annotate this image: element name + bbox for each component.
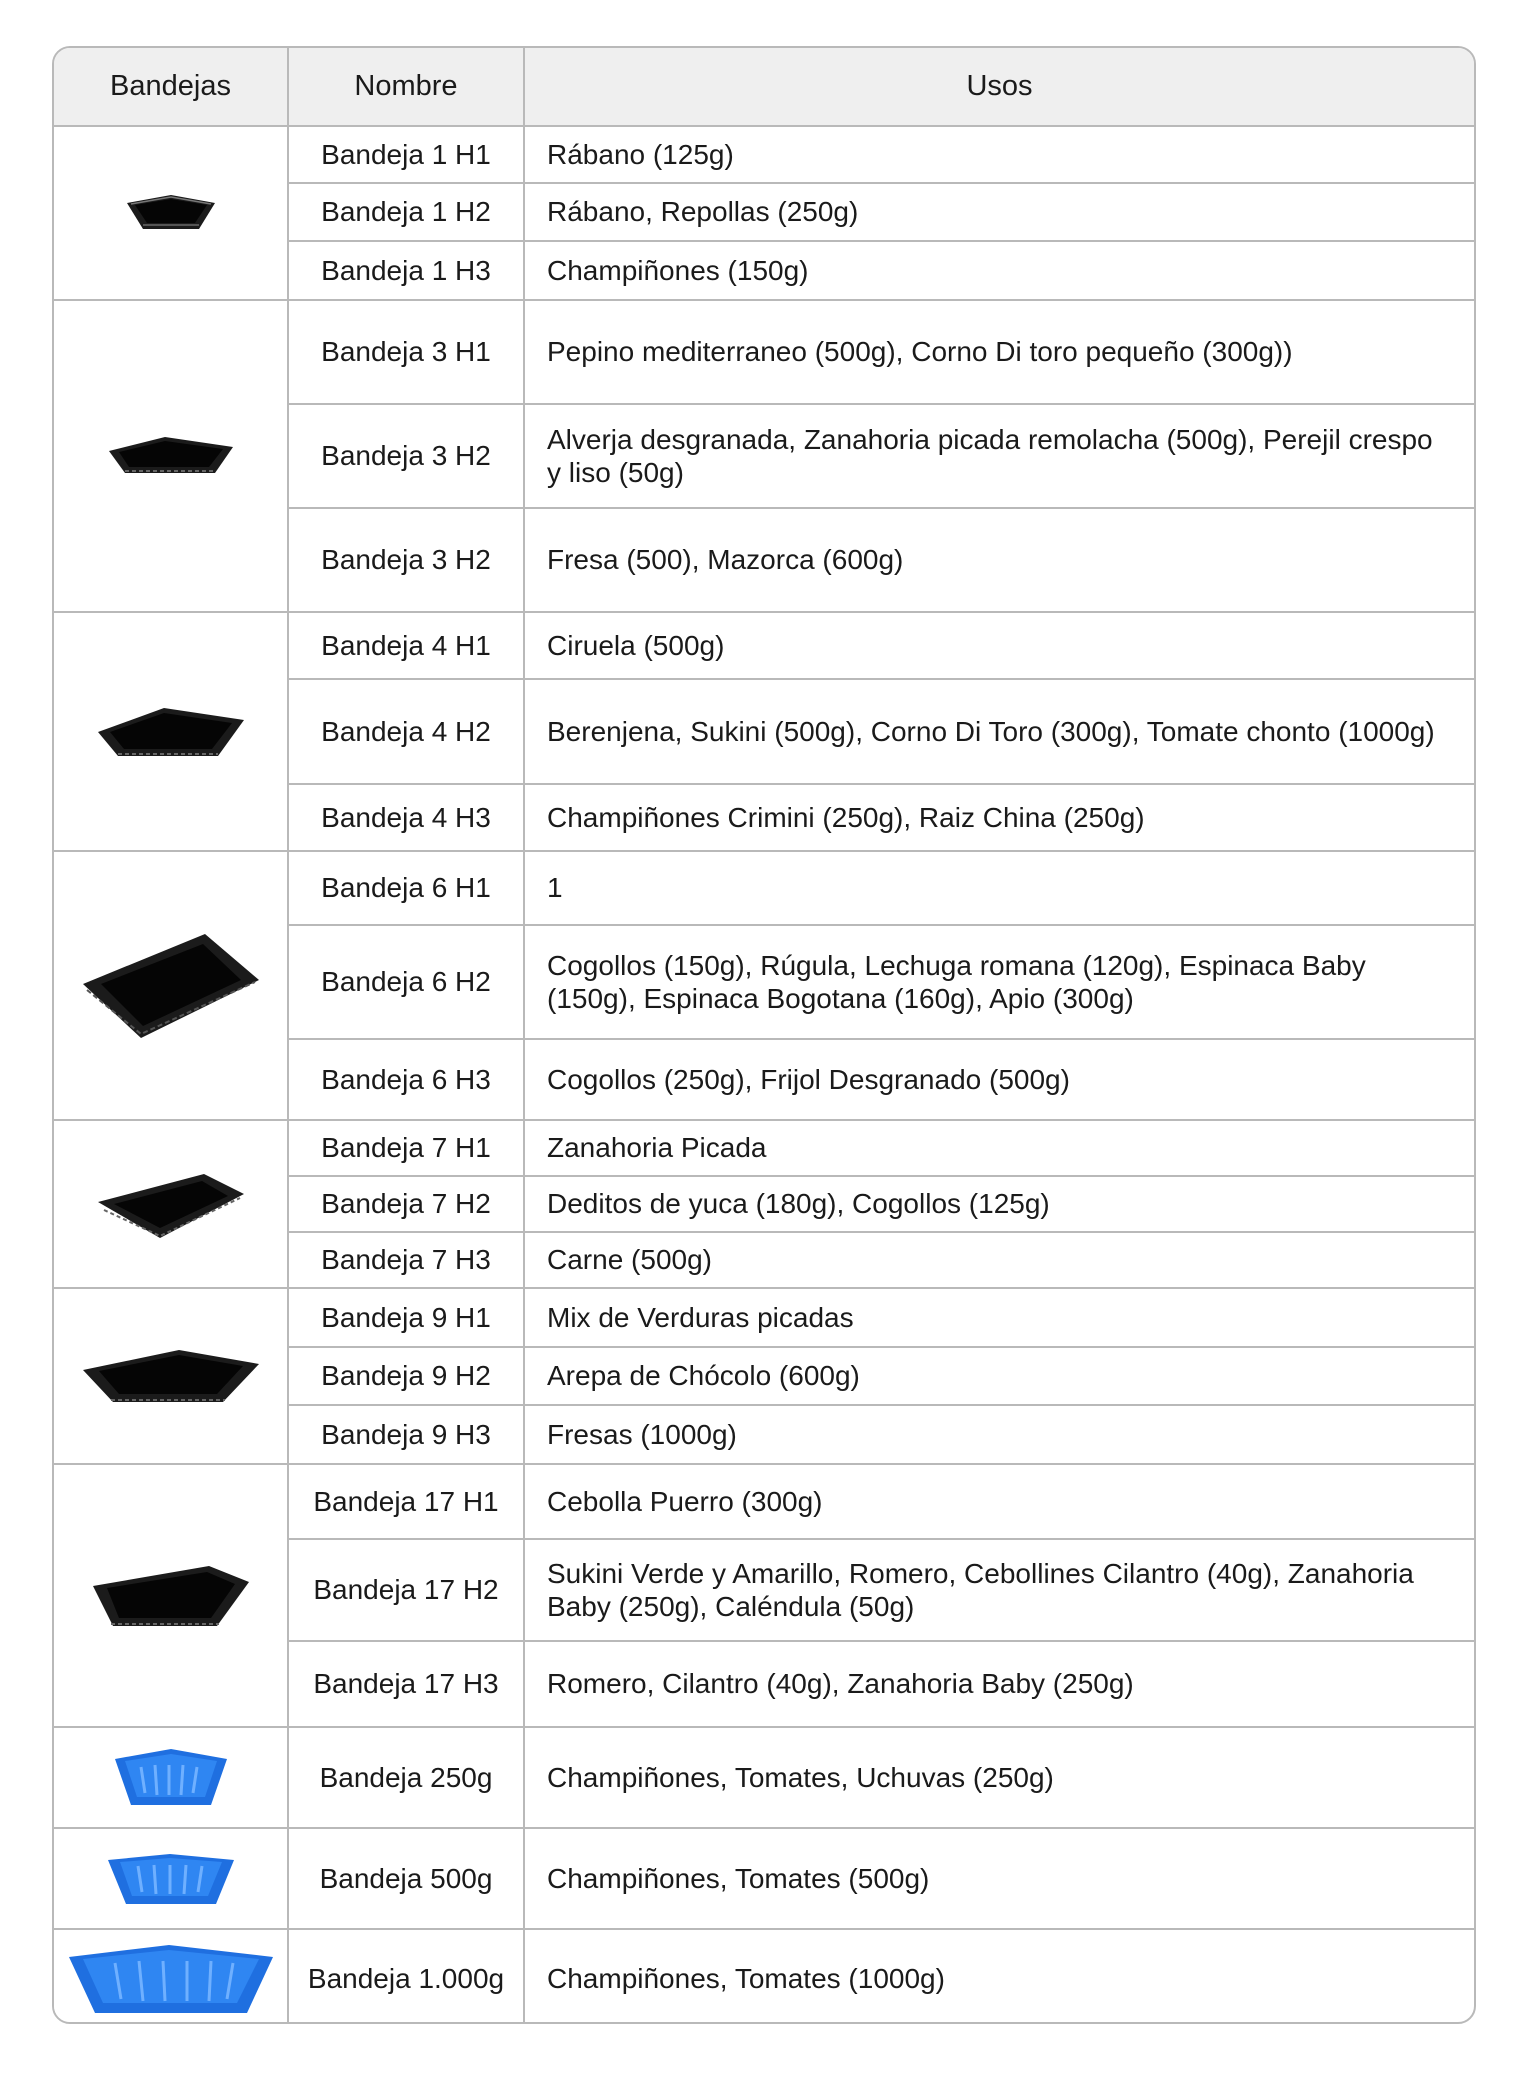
row-use: Arepa de Chócolo (600g)	[524, 1347, 1474, 1405]
tray-1000g-image-cell	[54, 1929, 288, 2024]
row-name: Bandeja 3 H2	[288, 404, 524, 508]
table-row	[54, 126, 1474, 183]
row-use: Champiñones, Tomates (1000g)	[547, 1963, 945, 1995]
row-name: Bandeja 9 H1	[288, 1288, 524, 1347]
table-row	[54, 1120, 1474, 1176]
header-usos: Usos	[524, 48, 1474, 126]
row-use: Rábano, Repollas (250g)	[524, 183, 1474, 241]
table-row	[54, 1288, 1474, 1347]
row-name: Bandeja 6 H3	[288, 1039, 524, 1120]
row-name: Bandeja 4 H3	[288, 784, 524, 851]
row-name: Bandeja 3 H1	[288, 300, 524, 404]
row-name: Bandeja 1.000g	[288, 1929, 524, 2024]
row-use: Romero, Cilantro (40g), Zanahoria Baby (250g)	[524, 1641, 1474, 1727]
tray-17-image-cell	[54, 1464, 288, 1727]
table-row	[54, 1727, 1474, 1828]
row-use: Cogollos (150g), Rúgula, Lechuga romana (120g), Espinaca Baby (150g), Espinaca Bogotana (160g), Apio (300g)	[524, 925, 1474, 1039]
tray-250g-image-cell	[54, 1727, 288, 1828]
table-header-row	[54, 48, 1474, 126]
row-name: Bandeja 4 H1	[288, 612, 524, 679]
table-row	[54, 851, 1474, 925]
row-name: Bandeja 17 H1	[288, 1464, 524, 1539]
tray-1-image	[121, 191, 221, 235]
row-use: Ciruela (500g)	[524, 612, 1474, 679]
tray-4-image-cell	[54, 612, 288, 851]
tray-table	[54, 48, 1474, 2024]
row-name: Bandeja 9 H3	[288, 1405, 524, 1464]
tray-4-image	[94, 702, 248, 762]
row-name: Bandeja 7 H1	[288, 1120, 524, 1176]
tray-250g-image	[111, 1745, 231, 1811]
row-use: Carne (500g)	[524, 1232, 1474, 1288]
row-use: Pepino mediterraneo (500g), Corno Di toro pequeño (300g))	[524, 300, 1474, 404]
row-name: Bandeja 6 H1	[288, 851, 524, 925]
table-row	[54, 612, 1474, 679]
row-name: Bandeja 17 H3	[288, 1641, 524, 1727]
row-use: Fresas (1000g)	[524, 1405, 1474, 1464]
row-name: Bandeja 9 H2	[288, 1347, 524, 1405]
tray-3-image-cell	[54, 300, 288, 612]
tray-7-image	[94, 1166, 248, 1242]
tray-6-image	[79, 930, 263, 1042]
row-name: Bandeja 1 H2	[288, 183, 524, 241]
row-name: Bandeja 7 H3	[288, 1232, 524, 1288]
row-use: Alverja desgranada, Zanahoria picada remolacha (500g), Perejil crespo y liso (50g)	[524, 404, 1474, 508]
row-name: Bandeja 6 H2	[288, 925, 524, 1039]
table-row	[54, 1464, 1474, 1539]
row-name: Bandeja 17 H2	[288, 1539, 524, 1641]
tray-table-frame	[52, 46, 1476, 2024]
tray-17-image	[89, 1560, 253, 1632]
row-use: Champiñones, Tomates, Uchuvas (250g)	[524, 1727, 1474, 1828]
row-use: Mix de Verduras picadas	[524, 1288, 1474, 1347]
header-bandejas: Bandejas	[54, 48, 288, 126]
row-name: Bandeja 1 H3	[288, 241, 524, 300]
tray-500g-image	[104, 1850, 238, 1908]
header-nombre: Nombre	[288, 48, 524, 126]
row-name: Bandeja 1 H1	[288, 126, 524, 183]
row-name: Bandeja 4 H2	[288, 679, 524, 784]
row-name: Bandeja 3 H2	[288, 508, 524, 612]
tray-9-image	[79, 1346, 263, 1406]
row-use: Fresa (500), Mazorca (600g)	[524, 508, 1474, 612]
row-use: Rábano (125g)	[524, 126, 1474, 183]
row-use: Deditos de yuca (180g), Cogollos (125g)	[524, 1176, 1474, 1232]
row-use: Champiñones, Tomates (500g)	[524, 1828, 1474, 1929]
row-name: Bandeja 250g	[288, 1727, 524, 1828]
table-row	[54, 300, 1474, 404]
table-row	[54, 1929, 1474, 2024]
tray-1000g-image	[65, 1941, 277, 2017]
row-name: Bandeja 500g	[288, 1828, 524, 1929]
row-use: 1	[524, 851, 1474, 925]
tray-7-image-cell	[54, 1120, 288, 1288]
tray-500g-image-cell	[54, 1828, 288, 1929]
row-use: Champiñones (150g)	[524, 241, 1474, 300]
tray-3-image	[105, 433, 237, 479]
row-use: Cebolla Puerro (300g)	[524, 1464, 1474, 1539]
tray-6-image-cell	[54, 851, 288, 1120]
row-use: Sukini Verde y Amarillo, Romero, Cebollines Cilantro (40g), Zanahoria Baby (250g), Caléndula (50g)	[524, 1539, 1474, 1641]
tray-1-image-cell	[54, 126, 288, 300]
table-row	[54, 1828, 1474, 1929]
row-use: Zanahoria Picada	[524, 1120, 1474, 1176]
tray-9-image-cell	[54, 1288, 288, 1464]
row-use: Berenjena, Sukini (500g), Corno Di Toro (300g), Tomate chonto (1000g)	[524, 679, 1474, 784]
row-use: Cogollos (250g), Frijol Desgranado (500g)	[524, 1039, 1474, 1120]
row-name: Bandeja 7 H2	[288, 1176, 524, 1232]
row-use: Champiñones Crimini (250g), Raiz China (250g)	[524, 784, 1474, 851]
